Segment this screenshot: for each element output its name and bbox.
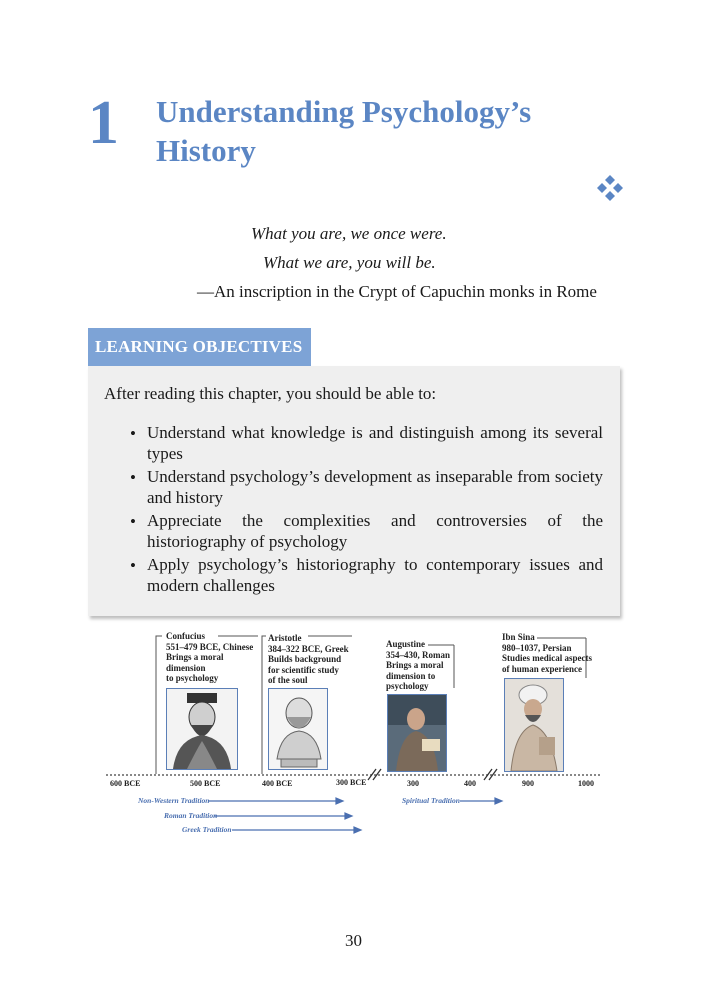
epigraph-line-1: What you are, we once were. bbox=[251, 224, 447, 243]
tradition-label: Spiritual Tradition bbox=[402, 796, 460, 805]
figure-name: Confucius bbox=[166, 631, 206, 641]
aristotle-portrait bbox=[268, 688, 328, 770]
objective-item: Understand what knowledge is and distinguish among its several types bbox=[147, 423, 603, 463]
augustine-label bbox=[386, 639, 466, 692]
epigraph-line-2: What we are, you will be. bbox=[263, 253, 436, 272]
axis-tick-label: 900 bbox=[522, 779, 534, 788]
learning-objectives-header: LEARNING OBJECTIVES bbox=[88, 328, 311, 366]
objective-item: Appreciate the complexities and controversies of the historiography of psychology bbox=[147, 511, 603, 551]
figure-desc: dimension bbox=[166, 662, 206, 673]
bullet-icon: • bbox=[130, 468, 136, 487]
tradition-label: Non-Western Tradition bbox=[138, 796, 210, 805]
page-number: 30 bbox=[345, 931, 362, 950]
chapter-number: 1 bbox=[88, 89, 119, 157]
figure-dates: 551–479 BCE, Chinese bbox=[166, 641, 254, 652]
ibn-sina-label bbox=[502, 632, 602, 674]
objective-item: Understand psychology’s development as inseparable from society and history bbox=[147, 467, 603, 507]
axis-tick-label: 1000 bbox=[578, 779, 594, 788]
timeline-figure bbox=[100, 628, 610, 840]
figure-name: Ibn Sina bbox=[502, 632, 535, 642]
figure-desc: of human experience bbox=[502, 663, 582, 674]
objective-item: Apply psychology’s historiography to contemporary issues and modern challenges bbox=[147, 555, 603, 595]
ibn-sina-portrait bbox=[504, 678, 564, 772]
figure-dates: 384–322 BCE, Greek bbox=[268, 643, 349, 654]
bullet-icon: • bbox=[130, 424, 136, 443]
diamond-ornament-icon bbox=[596, 174, 624, 202]
figure-desc: Studies medical aspects bbox=[502, 653, 592, 663]
aristotle-label bbox=[268, 633, 368, 686]
axis-tick-label: 300 bbox=[407, 779, 419, 788]
axis-tick-label: 400 bbox=[464, 779, 476, 788]
confucius-portrait bbox=[166, 688, 238, 770]
figure-desc: to psychology bbox=[166, 673, 219, 683]
axis-tick-label: 300 BCE bbox=[336, 778, 367, 787]
augustine-portrait bbox=[387, 694, 447, 772]
axis-tick-label: 500 BCE bbox=[190, 779, 221, 788]
figure-desc: for scientific study bbox=[268, 664, 339, 675]
figure-desc: Builds background bbox=[268, 654, 342, 664]
figure-desc: psychology bbox=[386, 681, 429, 691]
bullet-icon: • bbox=[130, 556, 136, 575]
confucius-label bbox=[166, 631, 266, 684]
axis-tick-label: 400 BCE bbox=[262, 779, 293, 788]
figure-dates: 354–430, Roman bbox=[386, 649, 451, 660]
epigraph-attribution: —An inscription in the Crypt of Capuchin monks in Rome bbox=[197, 282, 597, 301]
figure-desc: of the soul bbox=[268, 675, 308, 685]
figure-name: Aristotle bbox=[268, 633, 302, 643]
tradition-label: Greek Tradition bbox=[182, 825, 232, 834]
bullet-icon: • bbox=[130, 512, 136, 531]
figure-desc: dimension to bbox=[386, 670, 436, 681]
chapter-title: Understanding Psychology’s History bbox=[156, 94, 532, 168]
learning-objectives-intro: After reading this chapter, you should be able to: bbox=[104, 384, 437, 403]
axis-tick-label: 600 BCE bbox=[110, 779, 141, 788]
figure-dates: 980–1037, Persian bbox=[502, 642, 572, 653]
figure-name: Augustine bbox=[386, 639, 426, 649]
figure-desc: Brings a moral bbox=[386, 660, 444, 670]
tradition-label: Roman Tradition bbox=[164, 811, 218, 820]
figure-desc: Brings a moral bbox=[166, 652, 224, 662]
